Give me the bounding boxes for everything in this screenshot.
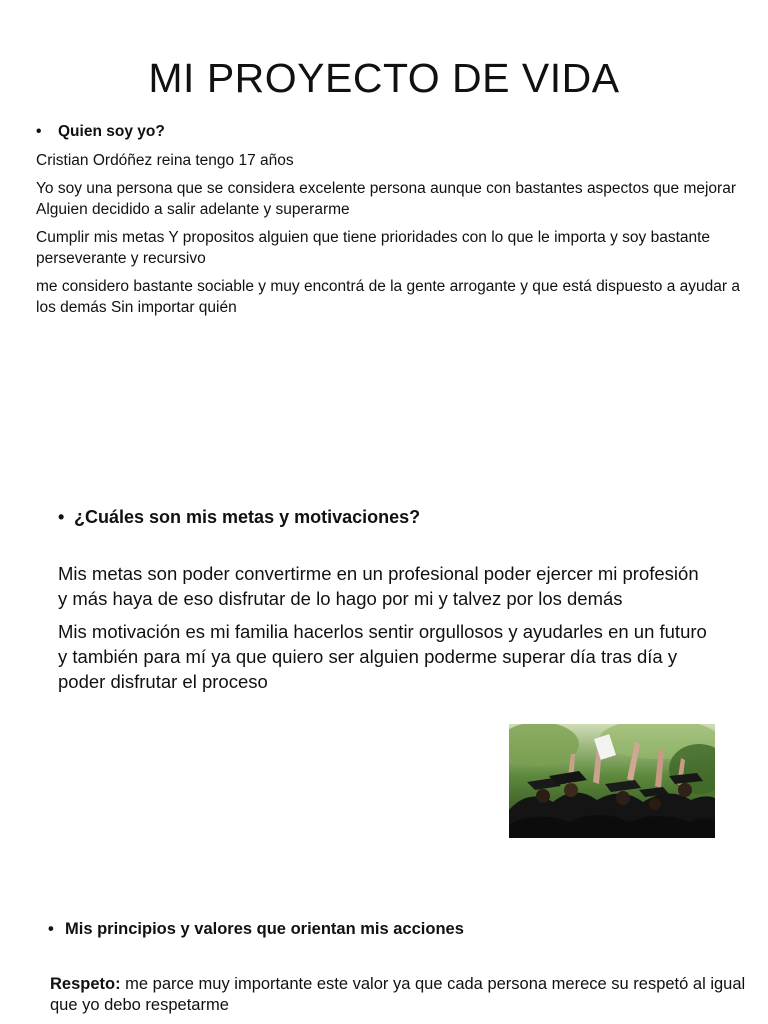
value-text: me parce muy importante este valor ya que cada persona merece su respetó al igual que yo debo respetarme — [50, 975, 746, 1014]
paragraph: Yo soy una persona que se considera excelente persona aunque con bastantes aspectos que mejorar Alguien decidido a salir adelante y superarme — [36, 180, 736, 218]
bullet-icon: • — [48, 920, 54, 938]
page-title: MI PROYECTO DE VIDA — [148, 55, 620, 101]
section-heading-text: Quien soy yo? — [58, 123, 165, 140]
value-paragraph — [50, 974, 748, 1016]
section-heading — [36, 121, 756, 143]
paragraph: Cumplir mis metas Y propositos alguien que tiene prioridades con lo que le importa y soy bastante perseverante y recursivo — [36, 229, 711, 267]
section-heading-text: Mis principios y valores que orientan mis acciones — [65, 920, 464, 938]
graduation-photo — [509, 724, 715, 838]
section-heading — [48, 918, 748, 940]
paragraph: Mis metas son poder convertirme en un profesional poder ejercer mi profesión y más haya de eso disfrutar de lo hago por mi y talvez por los demás — [58, 563, 699, 609]
section-principios-valores — [48, 918, 748, 1016]
paragraph: Cristian Ordóñez reina tengo 17 años — [36, 152, 294, 169]
paragraph: me considero bastante sociable y muy encontrá de la gente arrogante y que está dispuesto a ayudar a los demás Sin importar quién — [36, 278, 740, 316]
section-heading-text: ¿Cuáles son mis metas y motivaciones? — [74, 507, 421, 527]
bullet-icon: • — [36, 123, 42, 140]
section-metas-motivaciones — [58, 505, 708, 694]
paragraph: Mis motivación es mi familia hacerlos sentir orgullosos y ayudarles en un futuro y también para mí ya que quiero ser alguien poderme superar día tras día y poder disfrutar el proceso — [58, 621, 707, 692]
section-quien-soy-yo — [36, 121, 756, 318]
section-heading — [58, 505, 708, 529]
value-label: Respeto: — [50, 975, 121, 993]
bullet-icon: • — [58, 507, 65, 527]
